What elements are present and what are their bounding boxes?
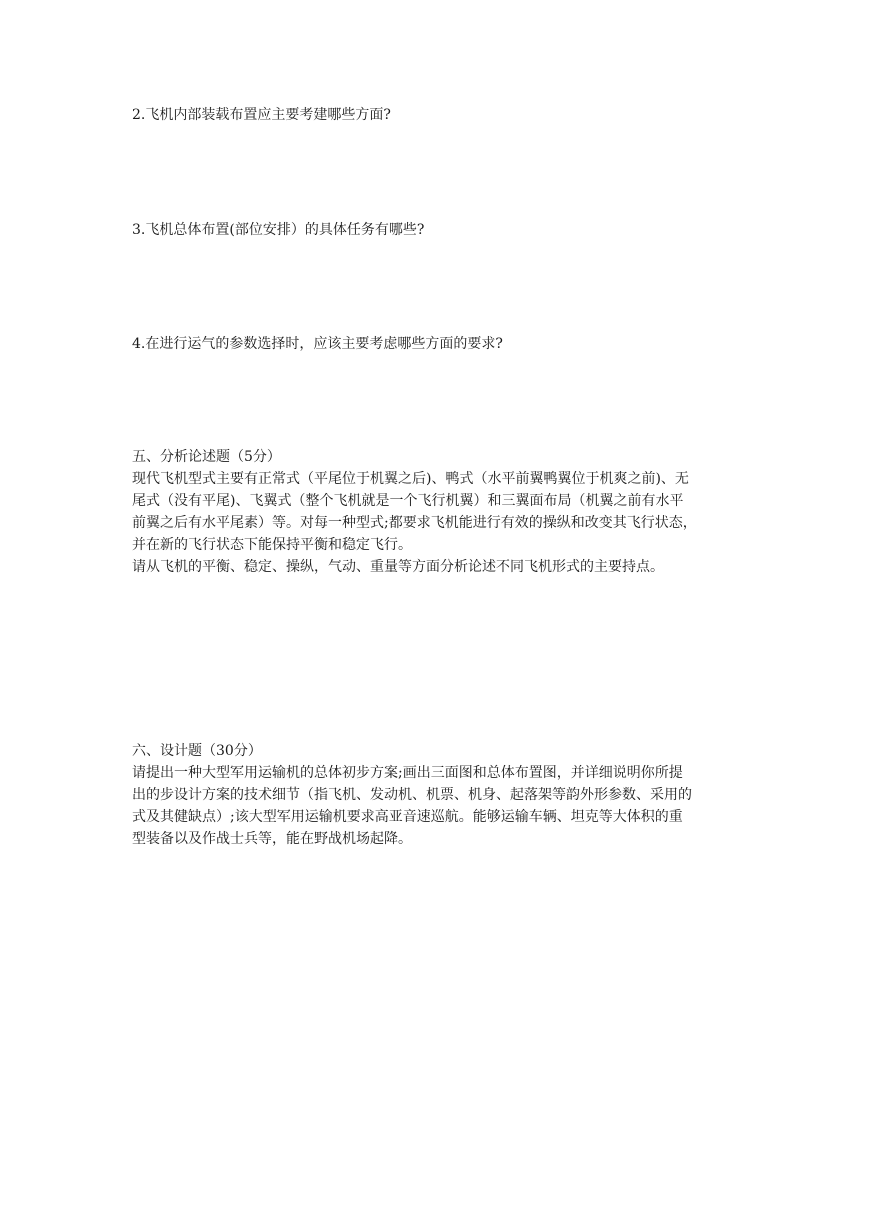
section-6-design (132, 740, 728, 850)
question-2 (132, 104, 728, 126)
section-5-analysis (132, 446, 728, 578)
section-5-title: 五、分析论述题（5分） (132, 449, 281, 465)
section-5-line: 尾式（没有平尾)、飞翼式（整个飞机就是一个飞行机翼）和三翼面布局（机翼之前有水平 (132, 493, 684, 509)
section-6-line: 出的步设计方案的技术细节（指飞机、发动机、机票、机身、起落架等韵外形参数、采用的 (132, 787, 692, 803)
question-4 (132, 333, 728, 355)
question-2-text: 2.飞机内部装载布置应主要考建哪些方面? (132, 107, 391, 123)
question-4-text: 4.在进行运气的参数选择时，应该主要考虑哪些方面的要求? (132, 336, 503, 352)
section-5-line: 请从飞机的平衡、稳定、操纵，气动、重量等方面分析论述不同飞机形式的主要持点。 (132, 559, 664, 575)
section-6-line: 型装备以及作战士兵等，能在野战机场起降。 (132, 831, 412, 847)
section-5-line: 现代飞机型式主要有正常式（平尾位于机翼之后)、鸭式（水平前翼鸭翼位于机爽之前)、无 (132, 471, 689, 487)
question-3 (132, 219, 728, 241)
section-6-line: 请提出一种大型军用运输机的总体初步方案;画出三面图和总体布置图，并详细说明你所提 (132, 765, 683, 781)
question-3-text: 3.飞机总体布置(部位安排）的具体任务有哪些? (132, 222, 425, 238)
section-6-title: 六、设计题（30分） (132, 743, 262, 759)
section-6-line: 式及其健缺点）;该大型军用运输机要求高亚音速巡航。能够运输车辆、坦克等大体积的重 (132, 809, 683, 825)
section-5-line: 并在新的飞行状态下能保持平衡和稳定飞行。 (132, 537, 412, 553)
section-5-line: 前翼之后有水平尾素）等。对每一种型式;都要求飞机能进行有效的操纵和改变其飞行状态， (132, 515, 697, 531)
